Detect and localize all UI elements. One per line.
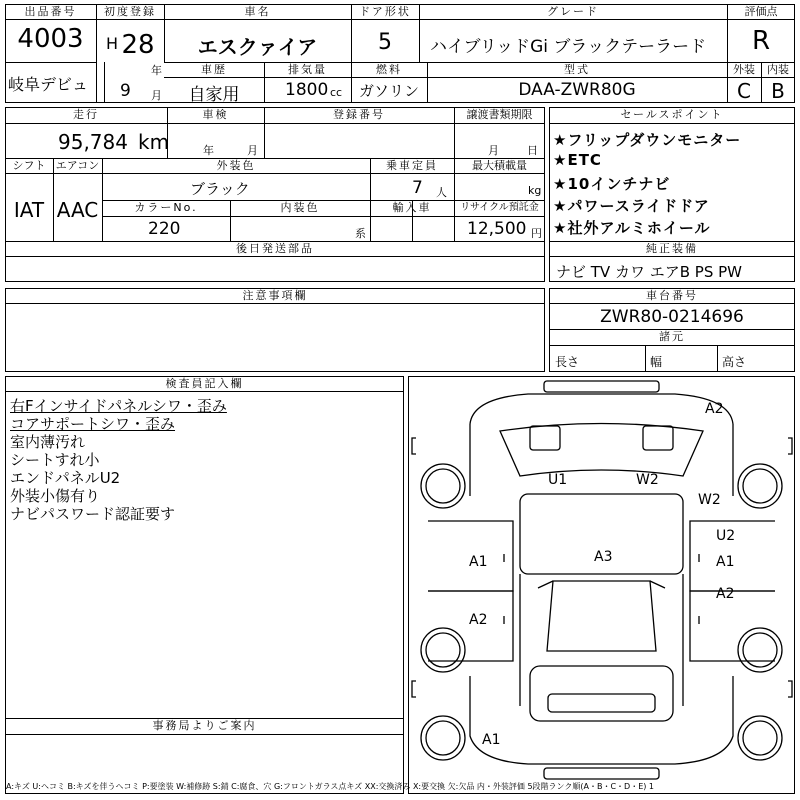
inspector-remark: エンドパネルU2 [10, 469, 121, 487]
equipment-label: 純正装備 [646, 242, 698, 255]
model: DAA-ZWR80G [518, 80, 636, 100]
damage-code: A1 [716, 554, 735, 570]
int-score-label: 内装 [767, 63, 789, 76]
ext-color-label: 外装色 [216, 159, 256, 172]
color-no-label: カラーNo. [134, 201, 198, 214]
damage-code: W2 [636, 472, 659, 488]
selling-point: ★ETC [553, 151, 602, 169]
damage-code: A1 [469, 554, 488, 570]
notes-label: 注意事項欄 [242, 289, 308, 302]
transfer-label: 譲渡書類期限 [466, 108, 533, 121]
selling-point: ★10インチナビ [553, 175, 671, 193]
first-reg-year: 28 [121, 30, 155, 60]
mileage: 95,784 [58, 130, 128, 154]
venue: 岐阜デビュ [8, 75, 89, 94]
grade: ハイブリッドGi ブラックテーラード [430, 37, 707, 57]
chassis-number: ZWR80-0214696 [600, 307, 744, 327]
color-no: 220 [148, 219, 181, 239]
model-label: 型式 [564, 63, 590, 76]
car-name: エスクァイア [197, 35, 318, 59]
car-name-label: 車名 [244, 5, 271, 18]
selling-points-label: セールスポイント [620, 108, 724, 121]
inspector-remark: シートすれ小 [10, 451, 100, 469]
int-color-unit: 系 [355, 227, 366, 240]
shift-label: シフト [12, 159, 46, 172]
recycle-label: リサイクル預託金 [460, 202, 539, 213]
office-label: 事務局よりご案内 [152, 719, 257, 732]
damage-code: U1 [548, 472, 568, 488]
inspection-month-unit: 月 [247, 144, 258, 157]
dimensions-label: 諸元 [659, 330, 685, 343]
transfer-month-unit: 月 [488, 144, 499, 157]
history: 自家用 [188, 85, 240, 105]
shift: IAT [13, 198, 45, 222]
inspection-label: 車検 [202, 108, 229, 121]
fuel: ガソリン [358, 82, 419, 100]
inspector-remark: 室内薄汚れ [10, 433, 86, 451]
mileage-label: 走行 [73, 108, 99, 121]
inspector-remark: ナビパスワード認証要す [10, 505, 176, 523]
chassis-label: 車台番号 [646, 289, 698, 302]
damage-code: U2 [716, 528, 736, 544]
later-parts-label: 後日発送部品 [236, 242, 314, 255]
damage-code: A1 [482, 732, 501, 748]
height-label: 高さ [722, 355, 747, 369]
inspector-label: 検査員記入欄 [165, 377, 244, 390]
legend: A:キズ U:ヘコミ B:キズを伴うヘコミ P:要塗装 W:補修跡 S:錆 C:腐食、穴 G:フロントガラス点キズ XX:交換済み X:要交換 欠:欠品 内・外装評価 5段階ランク順(A・B・C・D・E) 1 [6, 782, 655, 791]
ext-color: ブラック [190, 180, 250, 198]
grade-label: グレード [547, 5, 599, 18]
capacity-unit: 人 [436, 186, 447, 199]
width-label: 幅 [650, 355, 663, 369]
ext-score-label: 外装 [733, 63, 755, 76]
displacement-label: 排気量 [288, 63, 327, 76]
recycle-unit: 円 [531, 227, 542, 240]
damage-code: A2 [716, 586, 735, 602]
displacement-unit: cc [330, 86, 343, 99]
aircon: AAC [56, 198, 99, 222]
recycle: 12,500 [467, 219, 527, 239]
lot-number: 4003 [17, 24, 84, 54]
history-label: 車歴 [201, 63, 227, 76]
int-color-label: 内装色 [280, 201, 320, 214]
inspection-year-unit: 年 [203, 144, 214, 157]
max-load-unit: kg [528, 184, 542, 197]
registration-label: 登録番号 [333, 108, 385, 121]
capacity: 7 [412, 178, 423, 198]
doors: 5 [378, 30, 392, 55]
selling-point: ★社外アルミホイール [553, 219, 711, 237]
int-score: B [771, 79, 785, 103]
doors-label: ドア形状 [359, 5, 411, 18]
first-reg-era: H [106, 34, 119, 53]
transfer-day-unit: 日 [527, 144, 538, 157]
score-label: 評価点 [744, 5, 778, 18]
first-reg-month: 9 [120, 81, 131, 101]
mileage-unit: km [138, 130, 170, 154]
selling-point: ★パワースライドドア [553, 197, 710, 215]
car-diagram [408, 376, 795, 794]
first-reg-month-unit: 月 [151, 89, 162, 102]
first-reg-year-unit: 年 [151, 64, 162, 77]
capacity-label: 乗車定員 [386, 159, 438, 172]
damage-code: A3 [594, 549, 613, 565]
damage-code: A2 [705, 401, 724, 417]
first-reg-label: 初度登録 [104, 5, 156, 18]
length-label: 長さ [555, 355, 580, 369]
lot-label: 出品番号 [24, 5, 77, 18]
ext-score: C [737, 79, 751, 103]
inspector-remark: 右Fインサイドパネルシワ・歪み [10, 397, 227, 415]
import-label: 輸入車 [392, 201, 432, 214]
inspector-remark: コアサポートシワ・歪み [10, 415, 176, 433]
score: R [751, 26, 771, 56]
max-load-label: 最大積載量 [472, 159, 527, 172]
equipment: ナビ TV カワ エアB PS PW [556, 263, 742, 281]
displacement: 1800 [285, 80, 329, 100]
selling-point: ★フリップダウンモニター [553, 131, 742, 149]
aircon-label: エアコン [55, 159, 100, 172]
damage-code: A2 [469, 612, 488, 628]
fuel-label: 燃料 [376, 63, 402, 76]
damage-code: W2 [698, 492, 721, 508]
inspector-remark: 外装小傷有り [10, 487, 101, 505]
